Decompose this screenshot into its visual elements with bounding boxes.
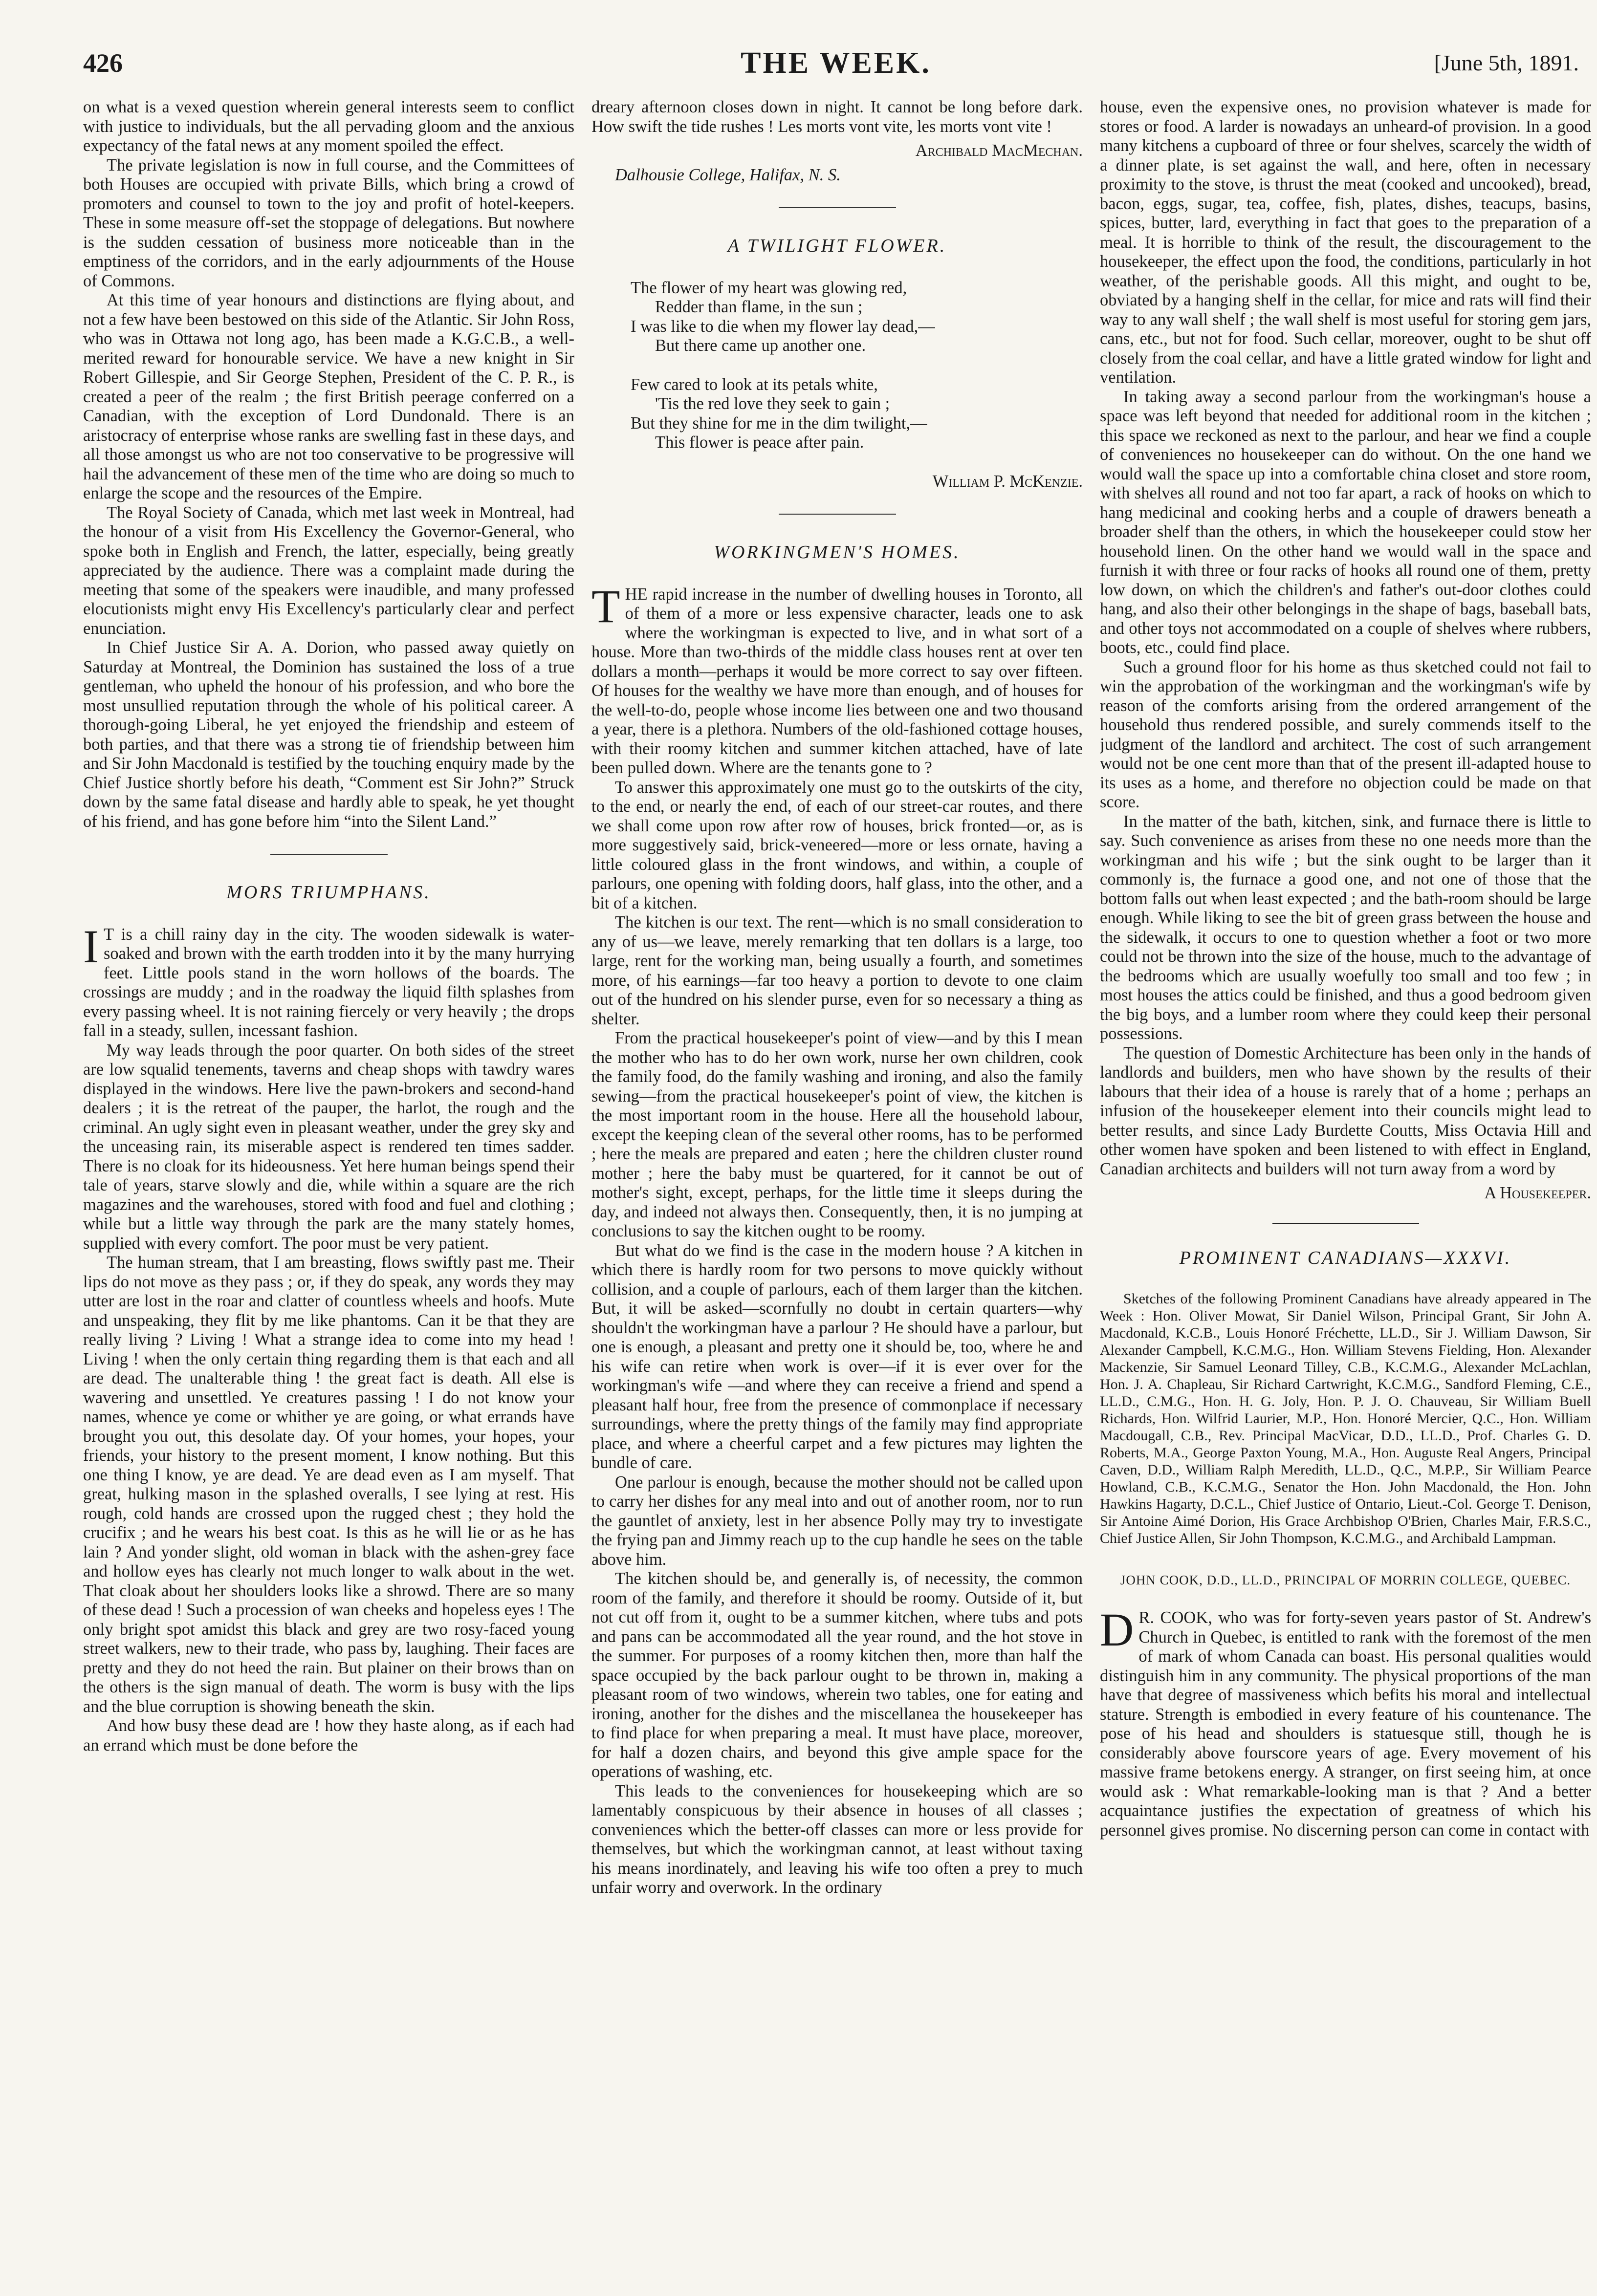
paragraph: The kitchen is our text. The rent—which is no small consideration to any of us—we leave, merely remarking that ten dollars is a large, too large, rent for the working man, being usually a fourth, and sometimes more, of his earnings—far too heavy a portion to devote to one claim out of the hundred on his slender purse, even for so necessary a thing as shelter.: [591, 913, 1083, 1028]
paragraph: From the practical housekeeper's point of view—and by this I mean the mother who has to do her own work, nurse her own children, cook the family food, do the family washing and ironing, and also the family sewing—from the practical housekeeper's point of view, the kitchen is the most important room in the house. Here all the household labour, except the keeping clean of the several other rooms, has to be performed ; here the meals are prepared and eaten ; here the children cluster round mother ; here the baby must be quartered, for it cannot be out of mother's sight, except, perhaps, for the little time it sleeps during the day, and indeed not always then. Consequently, then, it is no jumping at conclusions to say the kitchen ought to be roomy.: [591, 1029, 1083, 1240]
poem-line: Few cared to look at its petals white,: [631, 375, 878, 394]
poem-line: The flower of my heart was glowing red,: [631, 278, 907, 297]
drop-cap: I: [83, 920, 99, 973]
paragraph: The private legislation is now in full course, and the Committees of both Houses are occupied with private Bills, which bring a crowd of promoters and counsel to town to the joy and profit of hotel-keepers. These in some measure off-set the stoppage of delegations. But nowhere is the sudden cessation of business more noticeable than in the emptiness of the corridors, and in the early adjournments of the House of Commons.: [83, 155, 574, 290]
poem-body: [631, 279, 1083, 453]
poem-stanza: [631, 375, 1083, 453]
prominent-canadians-list: Sketches of the following Prominent Canadians have already appeared in The Week : Hon. Oliver Mowat, Sir Daniel Wilson, Principal Grant, Sir John A. Macdonald, K.C.B., Louis Honoré Fréchette, LL.D., Sir J. William Dawson, Sir Alexander Campbell, K.C.M.G., Hon. William Stevens Fielding, Hon. Alexander Mackenzie, Sir Samuel Leonard Tilley, C.B., K.C.M.G., Alexander McLachlan, Hon. J. A. Chapleau, Sir Richard Cartwright, K.C.M.G., Sandford Fleming, C.E., LL.D., C.M.G., Hon. H. G. Joly, Hon. P. J. O. Chauveau, Sir William Buell Richards, Hon. Wilfrid Laurier, M.P., Hon. Honoré Mercier, Q.C., Hon. William Macdougall, C.B., Rev. Principal MacVicar, D.D., LL.D., Prof. Charles G. D. Roberts, M.A., George Paxton Young, M.A., Hon. Auguste Real Angers, Principal Caven, D.D., William Ralph Meredith, LL.D., Q.C., M.P.P., Sir William Pearce Howland, C.B., K.C.M.G., Senator the Hon. John Macdonald, the Hon. John Hawkins Hagarty, D.C.L., Chief Justice of Ontario, Lieut.-Col. George T. Denison, Sir Antoine Aimé Dorion, His Grace Archbishop O'Brien, Charles Mair, F.R.S.C., Chief Justice Allen, Sir John Thompson, K.C.M.G., and Archibald Lampman.: [1100, 1291, 1591, 1546]
issue-date: [June 5th, 1891.: [1434, 50, 1579, 75]
poem-line: 'Tis the red love they seek to gain ;: [655, 394, 890, 413]
paragraph: In the matter of the bath, kitchen, sink, and furnace there is little to say. Such convenience as arises from these no one needs more than the workingman and his wife ; but the sink ought to be larger than it commonly is, the furnace a good one, and not one of those that the bottom falls out when least expected ; and the bath-room should be large enough. While liking to see the bit of green grass between the house and the sidewalk, it occurs to one to question whether a foot or two more could not be thrown into the size of the house, much to the advantage of the bedrooms which are usually woefully too small and too few ; in most houses the attics could be finished, and thus a good bedroom given the big boys, and a lumber room where they could keep their personal possessions.: [1100, 812, 1591, 1043]
paragraph: And how busy these dead are ! how they haste along, as if each had an errand which must be done before the: [83, 1716, 574, 1754]
article-lead-paragraph: [1100, 1603, 1591, 1840]
paragraph: To answer this approximately one must go to the outskirts of the city, to the end, or nearly the end, of each of our street-car routes, and there we shall come upon row after row of houses, brick fronted—or, as is more suggestively said, brick-veneered—more or less ornate, having a little coloured glass in the front windows, and within, a couple of parlours, one opening with folding doors, half glass, into the other, and a bit of a kitchen.: [591, 778, 1083, 912]
paragraph: In Chief Justice Sir A. A. Dorion, who passed away quietly on Saturday at Montreal, the Dominion has sustained the loss of a true gentleman, who upheld the honour of his profession, and who bore the most unsullied reputation through the whole of his political career. A thorough-going Liberal, he yet enjoyed the friendship and esteem of both parties, and that there was a strong tie of friendship between him and Sir John Macdonald is testified by the touching enquiry made by the Chief Justice shortly before his death, “Comment est Sir John?” Struck down by the same fatal disease and hardly able to speak, he yet thought of his friend, and has gone before him “into the Silent Land.”: [83, 638, 574, 831]
paragraph: The Royal Society of Canada, which met last week in Montreal, had the honour of a visit from His Excellency the Governor-General, who spoke both in English and French, the latter, especially, being greatly appreciated by the audience. There was a complaint made during the meeting that some of the speakers were inaudible, and many professed elocutionists might envy His Excellency's particularly clear and perfect enunciation.: [83, 503, 574, 638]
drop-cap: D: [1100, 1603, 1134, 1656]
poem-title-twilight-flower: A TWILIGHT FLOWER.: [727, 236, 947, 256]
article-lead-paragraph: [591, 580, 1083, 778]
paragraph: My way leads through the poor quarter. On both sides of the street are low squalid tenements, taverns and cheap shops with tawdry wares displayed in the windows. Here live the pawn-brokers and second-hand dealers ; it is the retreat of the pauper, the harlot, the rough and the criminal. An ugly sight even in pleasant weather, under the grey sky and the unceasing rain, its miserable aspect is rendered ten times sadder. There is no cloak for its hideousness. Yet here human beings spend their tale of years, starve slowly and die, while within a square are the rich magazines and the warehouses, stored with food and fuel and clothing ; while but a little way through the park are the many stately homes, supplied with every comfort. The poor must be very patient.: [83, 1040, 574, 1253]
biography-subheading: JOHN COOK, D.D., LL.D., PRINCIPAL OF MORRIN COLLEGE, QUEBEC.: [1120, 1573, 1571, 1587]
paragraph: The kitchen should be, and generally is, of necessity, the common room of the family, and therefore it should be roomy. Outside of it, but not cut off from it, ought to be a summer kitchen, where tubs and pots and pans can be accommodated all the year round, and the hot stove in the summer. For purposes of a roomy kitchen then, more than half the space occupied by the back parlour ought to be thrown in, making a pleasant room of two windows, wherein two tables, one for eating and ironing, another for the dishes and the miscellanea the housekeeper has to find place for when preparing a meal. It must have place, moreover, for half a dozen chairs, and beyond this give ample space for the operations of washing, etc.: [591, 1569, 1083, 1781]
paragraph: The question of Domestic Architecture has been only in the hands of landlords and builders, men who have shown by the results of their labours that their idea of a house is rarely that of a home ; perhaps an infusion of the housekeeper element into their councils might lead to better results, and since Lady Burdette Coutts, Miss Octavia Hill and other women have spoken and been listened to with effect in England, Canadian architects and builders will not turn away from a word by: [1100, 1043, 1591, 1178]
paragraph: Such a ground floor for his home as thus sketched could not fail to win the approbation of the workingman and the workingman's wife by reason of the comforts arising from the ordered arrangement of the household thus rendered possible, and surely commends itself to the judgment of the landlord and architect. The cost of such arrangement would not be one cent more than that of the present ill-adapted house to its uses as a home, and therefore no objection could be made on that score.: [1100, 657, 1591, 811]
paragraph: At this time of year honours and distinctions are flying about, and not a few have been bestowed on this side of the Atlantic. Sir John Ross, who was in Ottawa not long ago, has been made a K.G.C.B., a well-merited reward for honourable service. We have a new knight in Sir Robert Gillespie, and Sir George Stephen, President of the C. P. R., is created a peer of the realm ; the first British peerage conferred on a Canadian, with the exception of Lord Dundonald. There is an aristocracy of enterprise whose ranks are swelling fast in these days, and all those amongst us who are not too conservative to be progressive will hail the advancement of these men of the time who are doing so much to enlarge the scope and the resources of the Empire.: [83, 291, 574, 502]
section-divider: [779, 514, 896, 515]
page-header: [83, 41, 1589, 85]
paragraph: dreary afternoon closes down in night. It cannot be long before dark. How swift the tide rushes ! Les morts vont vite, les morts vont vite !: [591, 98, 1083, 136]
page-number: 426: [83, 48, 123, 78]
poem-line: But there came up another one.: [655, 336, 866, 355]
column-1: [83, 98, 574, 2277]
poem-line: But they shine for me in the dim twilight,—: [631, 413, 927, 433]
lead-text: T is a chill rainy day in the city. The wooden sidewalk is water-soaked and brown with the earth trodden into it by the many hurrying feet. Little pools stand in the worn hollows of the boards. The crossings are muddy ; and in the roadway the liquid filth splashes from every passing wheel. It is not raining fiercely or very heavily ; the drops fall in a steady, sullen, incessant fashion.: [83, 925, 574, 1040]
author-signature: Archibald MacMechan.: [915, 141, 1083, 160]
paragraph: on what is a vexed question wherein general interests seem to conflict with justice to individuals, but the all pervading gloom and the anxious expectancy of the fatal news at any moment spoiled the effect.: [83, 98, 574, 155]
paragraph: The human stream, that I am breasting, flows swiftly past me. Their lips do not move as they pass ; or, if they do speak, any words they may utter are lost in the roar and clatter of countless wheels and hoofs. Mute and unspeaking, they flit by me like phantoms. Can it be that they are really living ? Living ! What a strange idea to come into my head ! Living ! when the only certain thing regarding them is that each and all are dead. The unalterable thing ! the great fact is death. All else is wavering and unsettled. Ye creatures passing ! I do not know your names, whence ye come or whither ye are going, or what errands have brought you out, this desolate day. Of your homes, your hopes, your friends, your history to the present moment, I know nothing. But this one thing I know, ye are dead. Ye are dead even as I am myself. That great, hulking mason in the splashed overalls, I see lying at rest. His rough, cold hands are crossed upon the rugged chest ; they hold the crucifix ; and he wears his best coat. Is this as he will lie or as he has lain ? And yonder slight, old woman in black with the ashen-grey face and hollow eyes has clearly not much longer to walk about in the wet. That cloak about her shoulders looks like a shrowd. There are so many of these dead ! Such a procession of wan cheeks and hopeless eyes ! The only bright spot amidst this black and grey are two rosy-faced young street walkers, new to their trade, who pass by, laughing. Their faces are pretty and they do not heed the rain. But plainer on their brows than on the others is the sign manual of death. The worm is busy with the lips and the blue corruption is showing beneath the skin.: [83, 1253, 574, 1716]
poem-line: I was like to die when my flower lay dead,—: [631, 317, 935, 336]
column-2: [591, 98, 1083, 2277]
article-title-mors-triumphans: MORS TRIUMPHANS.: [226, 882, 431, 903]
lead-text: HE rapid increase in the number of dwelling houses in Toronto, all of them of a more or less expensive character, leads one to ask where the workingman is expected to live, and in what sort of a house. More than two-thirds of the middle class houses rent at over ten dollars a month—perhaps it would be more correct to say over fifteen. Of houses for the wealthy we have more than enough, and of houses for the well-to-do, people whose income lies between one and two thousand a year, there is a plethora. Numbers of the old-fashioned cottage houses, with their roomy kitchen and summer kitchen attached, have of late been pulled down. Where are the tenants gone to ?: [591, 585, 1083, 777]
column-3: [1100, 98, 1591, 2277]
author-affiliation: Dalhousie College, Halifax, N. S.: [615, 165, 841, 184]
paragraph: One parlour is enough, because the mother should not be called upon to carry her dishes for any meal into and out of another room, nor to run the gauntlet of anxiety, lest in her absence Polly may try to investigate the frying pan and Jimmy reach up to the cup handle he sees on the table above him.: [591, 1473, 1083, 1569]
author-signature: A Housekeeper.: [1484, 1184, 1591, 1202]
lead-text: R. COOK, who was for forty-seven years pastor of St. Andrew's Church in Quebec, is entitled to rank with the foremost of the men of mark of whom Canada can boast. His personal qualities would distinguish him in any community. The physical proportions of the man have that degree of massiveness which befits his moral and intellectual stature. Strength is embodied in every feature of his countenance. The pose of his head and shoulders is statuesque still, though he is considerably above fourscore years of age. Every movement of his massive frame betokens energy. A stranger, on first seeing him, at once would ask : What remarkable-looking man is that ? And a better acquaintance justifies the expectation of greatness of which his personnel gives promise. No discerning person can come in contact with: [1100, 1608, 1591, 1840]
poet-signature: William P. McKenzie.: [932, 472, 1083, 491]
paragraph: But what do we find is the case in the modern house ? A kitchen in which there is hardly room for two persons to move quickly without collision, and a couple of parlours, each of them larger than the kitchen. But, it will be asked—scornfully no doubt in certain quarters—why shouldn't the workingman have a parlour ? He should have a parlour, but one is enough, a pleasant and pretty one it should be, too, where he and his wife can retire when work is over—if it is ever over for the workingman's wife —and where they can receive a friend and spend a pleasant half hour, free from the presence of commonplace if necessary surroundings, where the pretty things of the family may find appropriate place, and where a cheerful carpet and a few pictures may lighten the bundle of care.: [591, 1241, 1083, 1472]
section-divider: [270, 854, 388, 855]
poem-line: Redder than flame, in the sun ;: [655, 298, 863, 316]
drop-cap: T: [591, 580, 620, 632]
section-divider: [1272, 1223, 1419, 1224]
article-lead-paragraph: [83, 920, 574, 1041]
poem-stanza: [631, 279, 1083, 356]
article-title-prominent-canadians: PROMINENT CANADIANS—XXXVI.: [1179, 1247, 1512, 1268]
article-title-workingmens-homes: WORKINGMEN'S HOMES.: [714, 542, 961, 563]
paragraph: house, even the expensive ones, no provision whatever is made for stores or food. A larder is nowadays an unheard-of provision. In a good many kitchens a cupboard of three or four shelves, scarcely the width of a dinner plate, is set against the wall, and here, often in necessary proximity to the stove, is thrust the meat (cooked and uncooked), bread, bacon, eggs, sugar, tea, coffee, fish, plates, dishes, teacups, basins, spices, butter, lard, everything in fact that goes to the preparation of a meal. It is horrible to think of the result, the discouragement to the housekeeper, the effect upon the food, the conditions, particularly in hot weather, of the perishable goods. All this might, and ought to be, obviated by a hanging shelf in the cellar, for mice and rats will find their way to any wall shelf ; the wall shelf is most useful for storing gem jars, cans, etc., but not for food. Such cellar, moreover, ought to be shut off closely from the coal cellar, and have a little grated window for light and ventilation.: [1100, 98, 1591, 387]
masthead-title: THE WEEK.: [741, 46, 931, 80]
paragraph: In taking away a second parlour from the workingman's house a space was left beyond that needed for additional room in the kitchen ; this space we reckoned as next to the parlour, and hear we find a couple of conveniences no housekeeper can do without. On the one hand we would wall the space up into a comfortable china closet and store room, with shelves all round and not too far apart, a rack of hooks on which to hang medicinal and cooking herbs and a couple of drawers beneath a broader shelf than the others, in which the housekeeper could stow her household linen. On the other hand we would wall in the space and furnish it with three or four racks of hooks all round one of them, pretty low down, on which the children's and father's out-door clothes could hang, and also their other belongings in the shape of bags, baseball bats, and other toys not accommodated on a couple of shelves where rubbers, boots, etc., could find place.: [1100, 387, 1591, 657]
section-divider: [779, 207, 896, 208]
paragraph: This leads to the conveniences for housekeeping which are so lamentably conspicuous by their absence in houses of all classes ; conveniences which the better-off classes can more or less provide for themselves, but which the workingman cannot, at least without taxing his means inordinately, and leaving his wife too often a prey to much unfair worry and overwork. In the ordinary: [591, 1781, 1083, 1897]
poem-line: This flower is peace after pain.: [655, 433, 864, 452]
